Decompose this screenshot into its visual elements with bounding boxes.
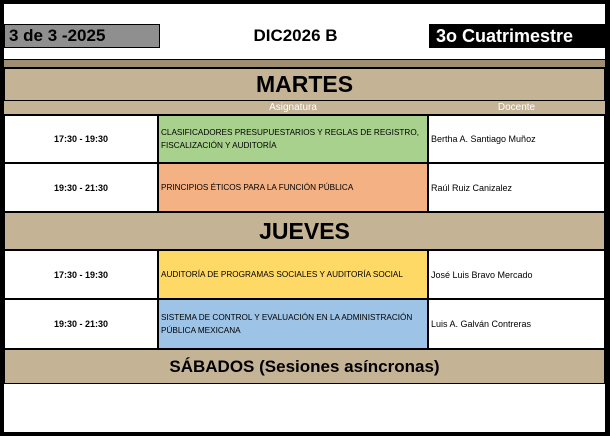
session-time: 19:30 - 21:30 [4,299,158,349]
session-course: AUDITORÍA DE PROGRAMAS SOCIALES Y AUDITORÍA SOCIAL [158,250,428,299]
session-teacher: Raúl Ruiz Canizalez [428,163,605,212]
session-time: 17:30 - 19:30 [4,115,158,163]
group-label: DIC2026 B [253,26,338,45]
session-course: CLASIFICADORES PRESUPUESTARIOS Y REGLAS DE REGISTRO, FISCALIZACIÓN Y AUDITORÍA [158,115,428,163]
column-header-teacher: Docente [428,101,605,115]
term-label: 3o Cuatrimestre [429,24,605,48]
day-header-sabados: SÁBADOS (Sesiones asíncronas) [4,349,605,384]
day-header-martes: MARTES [4,68,605,101]
session-teacher: Luis A. Galván Contreras [428,299,605,349]
empty-area [4,384,605,432]
session-teacher: José Luis Bravo Mercado [428,250,605,299]
session-course: SISTEMA DE CONTROL Y EVALUACIÓN EN LA ADMINISTRACIÓN PÚBLICA MEXICANA [158,299,428,349]
session-time: 19:30 - 21:30 [4,163,158,212]
divider-bar [4,59,605,68]
session-course: PRINCIPIOS ÉTICOS PARA LA FUNCIÓN PÚBLICA [158,163,428,212]
session-teacher: Bertha A. Santiago Muñoz [428,115,605,163]
day-header-jueves: JUEVES [4,212,605,250]
schedule-sheet [4,4,605,432]
column-header-time [4,101,158,115]
session-time: 17:30 - 19:30 [4,250,158,299]
period-label: 3 de 3 -2025 [4,24,160,48]
column-header-subject: Asignatura [158,101,428,115]
